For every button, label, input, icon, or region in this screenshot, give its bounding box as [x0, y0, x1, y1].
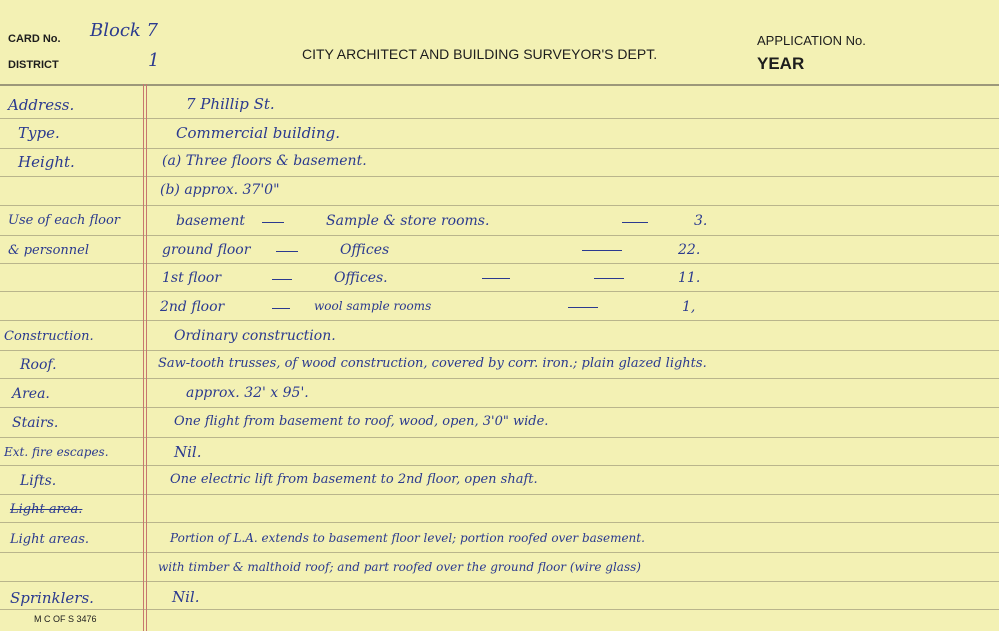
- card-no-label: CARD No.: [8, 33, 61, 45]
- department-title: CITY ARCHITECT AND BUILDING SURVEYOR'S DEPT.: [302, 46, 658, 62]
- stairs-label: Stairs.: [12, 415, 59, 431]
- ruled-line: [0, 176, 999, 177]
- height-label: Height.: [18, 153, 75, 171]
- lifts-value: One electric lift from basement to 2nd floor, open shaft.: [170, 472, 538, 487]
- ruled-line: [0, 437, 999, 438]
- dash: [272, 279, 292, 280]
- ruled-line: [0, 552, 999, 553]
- fire-escapes-label: Ext. fire escapes.: [4, 445, 109, 459]
- dash: [276, 251, 298, 252]
- floor-use: Offices.: [334, 270, 388, 286]
- margin-line: [143, 84, 144, 631]
- dash: [272, 308, 290, 309]
- sprinklers-value: Nil.: [172, 588, 200, 606]
- stairs-value: One flight from basement to roof, wood, open, 3'0" wide.: [174, 414, 549, 429]
- ruled-line: [0, 148, 999, 149]
- area-label: Area.: [12, 386, 50, 402]
- light-areas-label: Light areas.: [10, 532, 90, 547]
- ruled-line: [0, 118, 999, 119]
- floor-personnel: 22.: [678, 242, 701, 258]
- floor-personnel: 3.: [694, 213, 708, 229]
- floor-personnel: 1,: [682, 299, 696, 315]
- district-value: 1: [148, 50, 160, 71]
- height-value-b: (b) approx. 37'0": [160, 182, 280, 198]
- form-number: M C OF S 3476: [34, 614, 97, 624]
- year-label: YEAR: [757, 54, 805, 73]
- light-areas-value-1: Portion of L.A. extends to basement floor level; portion roofed over basement.: [170, 531, 645, 545]
- ruled-line: [0, 609, 999, 610]
- sprinklers-label: Sprinklers.: [10, 589, 94, 607]
- floor-name: 2nd floor: [160, 299, 225, 315]
- roof-value: Saw-tooth trusses, of wood construction, covered by corr. iron.; plain glazed lights.: [158, 356, 707, 371]
- construction-label: Construction.: [4, 329, 94, 344]
- floor-use: Offices: [340, 242, 390, 258]
- floor-use: wool sample rooms: [314, 299, 432, 313]
- dash: [262, 222, 284, 223]
- height-value-a: (a) Three floors & basement.: [162, 153, 367, 169]
- construction-value: Ordinary construction.: [174, 328, 336, 344]
- fire-escapes-value: Nil.: [174, 443, 202, 461]
- address-label: Address.: [8, 96, 75, 114]
- light-area-struck-label: Light area.: [10, 502, 83, 517]
- dash: [622, 222, 648, 223]
- dash: [582, 250, 622, 251]
- margin-line: [146, 84, 147, 631]
- ruled-line: [0, 494, 999, 495]
- floor-use: Sample & store rooms.: [326, 213, 490, 229]
- type-label: Type.: [18, 124, 60, 142]
- light-areas-value-2: with timber & malthoid roof; and part roofed over the ground floor (wire glass): [158, 560, 641, 574]
- ruled-line: [0, 263, 999, 264]
- ruled-line: [0, 235, 999, 236]
- floor-name: 1st floor: [162, 270, 222, 286]
- ruled-line: [0, 581, 999, 582]
- floor-name: basement: [176, 213, 245, 229]
- header-rule: [0, 84, 999, 86]
- ruled-line: [0, 320, 999, 321]
- dash: [568, 307, 598, 308]
- use-of-floor-label: Use of each floor: [8, 213, 120, 228]
- floor-name: ground floor: [162, 242, 251, 258]
- application-label: APPLICATION No.: [757, 33, 866, 48]
- ruled-line: [0, 522, 999, 523]
- ruled-line: [0, 407, 999, 408]
- dash: [482, 278, 510, 279]
- ruled-line: [0, 378, 999, 379]
- area-value: approx. 32' x 95'.: [186, 385, 309, 401]
- floor-personnel: 11.: [678, 270, 701, 286]
- lifts-label: Lifts.: [20, 473, 57, 489]
- roof-label: Roof.: [20, 357, 57, 373]
- ruled-line: [0, 205, 999, 206]
- ruled-line: [0, 350, 999, 351]
- card-no-value: Block 7: [90, 20, 158, 41]
- type-value: Commercial building.: [176, 124, 340, 142]
- personnel-label: & personnel: [8, 243, 90, 258]
- dash: [594, 278, 624, 279]
- district-label: DISTRICT: [8, 59, 59, 71]
- address-value: 7 Phillip St.: [186, 95, 275, 113]
- ruled-line: [0, 291, 999, 292]
- ruled-line: [0, 465, 999, 466]
